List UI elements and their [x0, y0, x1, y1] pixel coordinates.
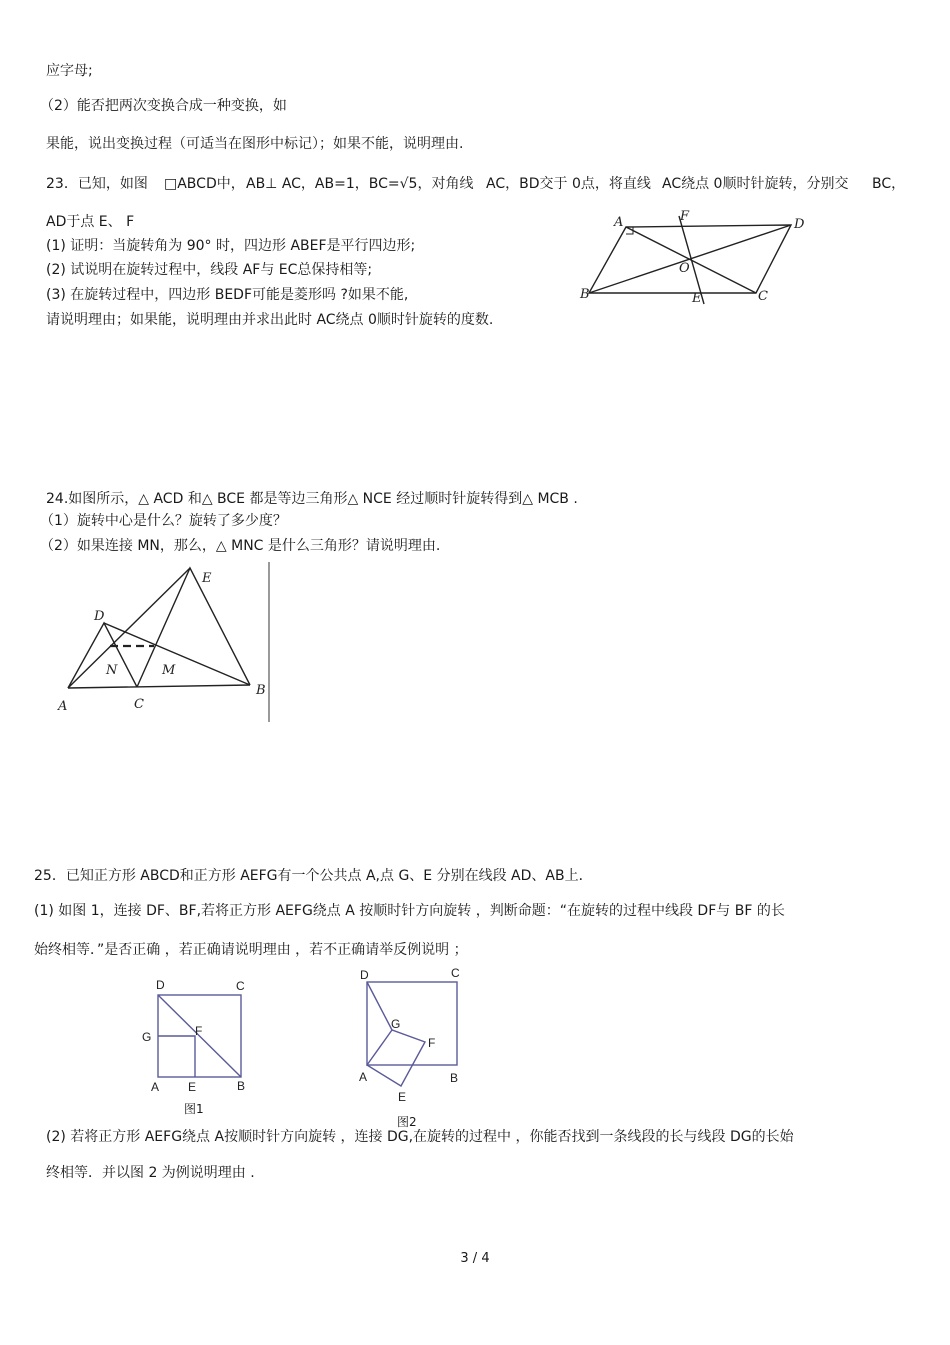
label-b: B	[450, 1071, 459, 1085]
label-e: E	[188, 1080, 197, 1094]
text-line: （2）能否把两次变换合成一种变换，如	[40, 98, 287, 114]
label-a: A	[151, 1080, 160, 1094]
square-aefg	[158, 1036, 195, 1077]
label-d: D	[360, 968, 369, 982]
label-f: F	[680, 209, 690, 224]
label-a: A	[58, 699, 68, 714]
q25-part: 始终相等．”是否正确 ，若正确请说明理由 ，若不正确请举反例说明 ；	[34, 942, 468, 958]
q25-part: (1) 如图 1，连接 DF、BF,若将正方形 AEFG绕点 A 按顺时针方向旋转 ，判断命题：“在旋转的过程中线段 DF与 BF 的长	[34, 903, 785, 919]
label-g: G	[142, 1030, 152, 1044]
label-o: O	[679, 261, 690, 276]
q24-part: （2）如果连接 MN，那么，△ MNC 是什么三角形？请说明理由.	[40, 538, 441, 554]
line-ab	[68, 685, 250, 688]
label-f: F	[195, 1024, 203, 1038]
divider	[268, 562, 270, 722]
label-d: D	[794, 217, 805, 232]
label-g: G	[391, 1017, 401, 1031]
parallelogram-figure	[570, 200, 820, 310]
q25-part: (2) 若将正方形 AEFG绕点 A按顺时针方向旋转 ，连接 DG,在旋转的过程中 ，你能否找到一条线段的长与线段 DG的长始	[46, 1129, 794, 1145]
square-aefg	[367, 1030, 425, 1086]
label-e: E	[398, 1090, 407, 1104]
label-a: A	[359, 1070, 368, 1084]
figure-caption-1: 图1	[184, 1102, 204, 1116]
q25-title: 25．已知正方形 ABCD和正方形 AEFG有一个公共点 A,点 G、E 分别在线段 AD、AB上．	[34, 868, 593, 884]
segment-dg	[367, 982, 392, 1030]
figure-caption-2: 图2	[397, 1115, 417, 1129]
square-abcd	[367, 982, 457, 1065]
label-c: C	[134, 697, 144, 712]
q23-part: (1) 证明：当旋转角为 90° 时，四边形 ABEF是平行四边形;	[46, 238, 416, 254]
text-line: 果能，说出变换过程（可适当在图形中标记）；如果不能，说明理由.	[46, 136, 464, 152]
label-m: M	[162, 663, 176, 678]
text-line: 应字母;	[46, 63, 93, 79]
label-e: E	[202, 571, 212, 586]
label-a: A	[614, 215, 624, 230]
segment-db	[104, 623, 250, 685]
q23-title: BC，	[872, 176, 906, 192]
label-c: C	[758, 289, 768, 304]
label-d: D	[156, 978, 165, 992]
label-b: B	[256, 683, 266, 698]
label-b: B	[580, 287, 590, 302]
page-number: 3 / 4	[460, 1251, 490, 1266]
q23-title: □ABCD中，	[164, 176, 245, 192]
label-c: C	[451, 966, 460, 980]
q23-title: AC绕点 0顺时针旋转，分别交	[662, 176, 849, 192]
label-d: D	[94, 609, 105, 624]
triangle-bce	[137, 568, 250, 687]
squares-figure-2	[350, 962, 475, 1107]
equilateral-triangles-figure	[50, 560, 275, 720]
q23-title: 23．已知，如图	[46, 176, 148, 192]
q23-part: 请说明理由；如果能，说明理由并求出此时 AC绕点 0顺时针旋转的度数.	[46, 312, 494, 328]
q25-part: 终相等．并以图 2 为例说明理由 .	[46, 1165, 255, 1181]
squares-figure-1	[135, 975, 260, 1100]
q23-title: AB⊥ AC，AB=1，BC=√5，对角线	[246, 176, 474, 192]
label-f: F	[428, 1036, 436, 1050]
q24-part: （1）旋转中心是什么？旋转了多少度？	[40, 513, 287, 529]
label-e: E	[692, 291, 702, 306]
q24-title: 24.如图所示，△ ACD 和△ BCE 都是等边三角形△ NCE 经过顺时针旋转得到△ MCB .	[46, 491, 578, 507]
q23-title: AC，BD交于 0点，将直线	[486, 176, 651, 192]
q23-title: AD于点 E、 F	[46, 214, 135, 230]
q23-part: (3) 在旋转过程中，四边形 BEDF可能是菱形吗 ?如果不能,	[46, 287, 409, 303]
label-b: B	[237, 1079, 246, 1093]
label-n: N	[106, 663, 118, 678]
label-c: C	[236, 979, 245, 993]
q23-part: (2) 试说明在旋转过程中，线段 AF与 EC总保持相等;	[46, 262, 373, 278]
